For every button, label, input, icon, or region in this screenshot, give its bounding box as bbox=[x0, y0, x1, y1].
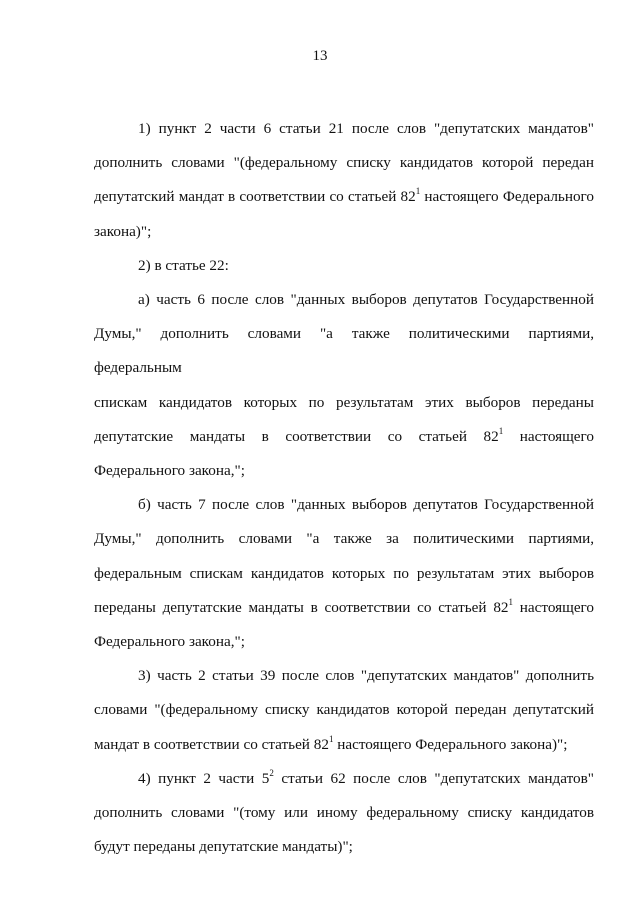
text-line bbox=[94, 317, 594, 385]
superscript: 2 bbox=[269, 767, 274, 778]
text-segment: переданы депутатские мандаты в соответствии со статьей 82 bbox=[94, 598, 509, 616]
superscript: 1 bbox=[508, 596, 514, 607]
text-line bbox=[94, 386, 594, 420]
document-body bbox=[94, 112, 594, 864]
text-segment: дополнить словами "(тому или иному федеральному списку кандидатов bbox=[94, 804, 594, 822]
text-line bbox=[94, 146, 594, 180]
text-segment: федеральным спискам кандидатов которых по результатам этих выборов bbox=[94, 564, 594, 582]
paragraph bbox=[94, 249, 594, 283]
text-segment: депутатский мандат в соответствии со статьей 82 bbox=[94, 188, 416, 206]
text-line bbox=[94, 215, 594, 249]
text-segment: депутатские мандаты в соответствии со статьей 82 bbox=[94, 427, 499, 445]
text-segment: настоящего Федерального bbox=[420, 188, 594, 206]
text-line bbox=[94, 557, 594, 591]
text-line bbox=[94, 454, 594, 488]
text-line bbox=[94, 249, 594, 283]
text-line bbox=[94, 625, 594, 659]
paragraph bbox=[94, 762, 594, 865]
text-segment: Думы," дополнить словами "а также за политическими партиями, bbox=[94, 530, 594, 548]
paragraph bbox=[94, 112, 594, 249]
text-segment: настоящего Федерального закона)"; bbox=[333, 735, 568, 753]
text-segment: 2) в статье 22: bbox=[138, 256, 229, 274]
text-segment: 1) пункт 2 части 6 статьи 21 после слов "депутатских мандатов" bbox=[138, 120, 594, 137]
paragraph bbox=[94, 283, 594, 488]
superscript: 1 bbox=[498, 425, 504, 436]
text-segment: а) часть 6 после слов "данных выборов депутатов Государственной bbox=[138, 291, 594, 309]
text-segment: будут переданы депутатские мандаты)"; bbox=[94, 838, 353, 856]
text-segment: Федерального закона,"; bbox=[94, 633, 245, 651]
page-number: 13 bbox=[312, 48, 328, 64]
text-line bbox=[94, 659, 594, 693]
text-segment: статьи 62 после слов "депутатских мандатов" bbox=[273, 769, 594, 787]
text-segment: закона)"; bbox=[94, 222, 152, 240]
text-line bbox=[94, 420, 594, 454]
text-segment: Думы," дополнить словами "а также политическими партиями, федеральным bbox=[94, 325, 594, 377]
text-segment: словами "(федеральному списку кандидатов которой передан депутатский bbox=[94, 701, 594, 719]
text-segment: настоящего bbox=[513, 598, 595, 616]
text-segment: Федерального закона,"; bbox=[94, 462, 245, 480]
text-line bbox=[94, 283, 594, 317]
text-segment: мандат в соответствии со статьей 82 bbox=[94, 735, 329, 753]
text-segment: 3) часть 2 статьи 39 после слов "депутатских мандатов" дополнить bbox=[138, 667, 594, 685]
text-line bbox=[94, 112, 594, 146]
text-segment: 4) пункт 2 части 5 bbox=[138, 769, 270, 787]
superscript: 1 bbox=[328, 733, 334, 744]
paragraph bbox=[94, 659, 594, 762]
text-segment: настоящего bbox=[503, 427, 594, 445]
text-line bbox=[94, 728, 594, 762]
text-line bbox=[94, 830, 594, 864]
superscript: 1 bbox=[415, 186, 421, 197]
text-line bbox=[94, 591, 594, 625]
text-line bbox=[94, 180, 594, 214]
text-line bbox=[94, 693, 594, 727]
paragraph bbox=[94, 488, 594, 659]
text-line bbox=[94, 488, 594, 522]
text-line bbox=[94, 762, 594, 796]
text-line bbox=[94, 796, 594, 830]
text-segment: спискам кандидатов которых по результатам этих выборов переданы bbox=[94, 393, 594, 411]
text-segment: дополнить словами "(федеральному списку кандидатов которой передан bbox=[94, 154, 594, 172]
text-line bbox=[94, 522, 594, 556]
text-segment: б) часть 7 после слов "данных выборов депутатов Государственной bbox=[138, 496, 594, 514]
